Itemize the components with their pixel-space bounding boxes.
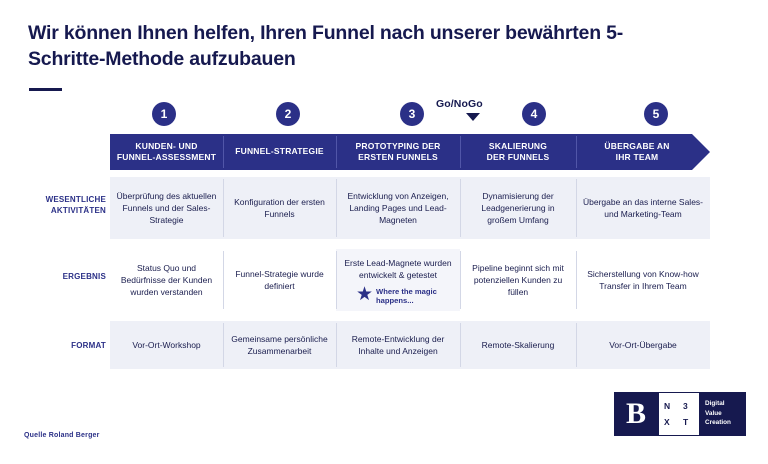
- cell-r2c4: Pipeline beginnt sich mit potenziellen Kunden zu füllen: [460, 249, 576, 311]
- page-title: Wir können Ihnen helfen, Ihren Funnel nach unserer bewährten 5-Schritte-Methode aufzubauen: [28, 22, 624, 71]
- step-circle-3: [400, 102, 424, 126]
- phase-header-1: KUNDEN- UND FUNNEL-ASSESSMENT: [116, 140, 217, 162]
- cell-r2c3: Erste Lead-Magnete wurden entwickelt & getestet: [336, 249, 460, 311]
- row3-divider-1: [223, 323, 224, 367]
- logo-next-x: X: [664, 417, 672, 427]
- row1-divider-3: [460, 179, 461, 237]
- cell-r1c4: Dynamisierung der Leadgenerierung in großem Umfang: [460, 177, 576, 239]
- row3-divider-2: [336, 323, 337, 367]
- step-number-1: 1: [160, 107, 168, 121]
- phase-header-2: FUNNEL-STRATEGIE: [235, 146, 324, 157]
- step-circle-2: [276, 102, 300, 126]
- cell-r3c1: Vor-Ort-Workshop: [110, 321, 223, 369]
- logo-next-3: 3: [683, 401, 690, 411]
- row-label-activities: WESENTLICHE AKTIVITÄTEN: [45, 195, 106, 215]
- logo-next-t: T: [683, 417, 691, 427]
- cell-r1c1: Überprüfung des aktuellen Funnels und der Sales-Strategie: [110, 177, 223, 239]
- row2-divider-3: [460, 251, 461, 309]
- band-separator-4: [576, 136, 577, 168]
- row1-divider-1: [223, 179, 224, 237]
- cell-r3c5: Vor-Ort-Übergabe: [576, 321, 710, 369]
- magic-callout-text: Where the magic happens...: [376, 287, 437, 306]
- magic-callout: [356, 284, 460, 306]
- cell-r1c5: Übergabe an das interne Sales- und Marketing-Team: [576, 177, 710, 239]
- row-label-results: ERGEBNIS: [62, 272, 106, 281]
- logo-b-mark: B: [614, 392, 658, 436]
- logo-lockup: [614, 392, 746, 436]
- step-number-2: 2: [284, 107, 292, 121]
- row1-divider-4: [576, 179, 577, 237]
- row2-divider-2: [336, 251, 337, 309]
- step-circle-4: [522, 102, 546, 126]
- row-label-format: FORMAT: [71, 341, 106, 350]
- row2-divider-1: [223, 251, 224, 309]
- band-separator-1: [223, 136, 224, 168]
- row1-divider-2: [336, 179, 337, 237]
- logo-tagline: Digital Value Creation: [700, 392, 746, 436]
- step-circle-1: [152, 102, 176, 126]
- cell-r3c4: Remote-Skalierung: [460, 321, 576, 369]
- band-separator-3: [460, 136, 461, 168]
- phase-header-5: ÜBERGABE AN IHR TEAM: [604, 140, 670, 162]
- step-number-4: 4: [530, 107, 538, 121]
- phase-header-4: SKALIERUNG DER FUNNELS: [486, 140, 550, 162]
- logo-next-n: N: [664, 401, 673, 411]
- row3-divider-3: [460, 323, 461, 367]
- source-note: Quelle Roland Berger: [24, 432, 100, 439]
- cell-r2c2: Funnel-Strategie wurde definiert: [223, 249, 336, 311]
- step-number-5: 5: [652, 107, 660, 121]
- title-underline-rule: [29, 88, 62, 91]
- logo-next-mark: [658, 392, 700, 436]
- phase-header-3: PROTOTYPING DER ERSTEN FUNNELS: [355, 140, 441, 162]
- step-circle-5: [644, 102, 668, 126]
- cell-r1c2: Konfiguration der ersten Funnels: [223, 177, 336, 239]
- cell-r2c1: Status Quo und Bedürfnisse der Kunden wurden verstanden: [110, 249, 223, 311]
- cell-r3c2: Gemeinsame persönliche Zusammenarbeit: [223, 321, 336, 369]
- band-separator-2: [336, 136, 337, 168]
- gonogo-arrow-icon: [466, 113, 480, 121]
- cell-r3c3: Remote-Entwicklung der Inhalte und Anzeigen: [336, 321, 460, 369]
- star-icon: ★: [356, 284, 374, 306]
- gonogo-label: Go/NoGo: [436, 98, 483, 110]
- row2-divider-4: [576, 251, 577, 309]
- cell-r1c3: Entwicklung von Anzeigen, Landing Pages und Lead-Magneten: [336, 177, 460, 239]
- row3-divider-4: [576, 323, 577, 367]
- step-number-3: 3: [408, 107, 416, 121]
- cell-r2c5: Sicherstellung von Know-how Transfer in Ihrem Team: [576, 249, 710, 311]
- phase-header-band: [110, 134, 710, 170]
